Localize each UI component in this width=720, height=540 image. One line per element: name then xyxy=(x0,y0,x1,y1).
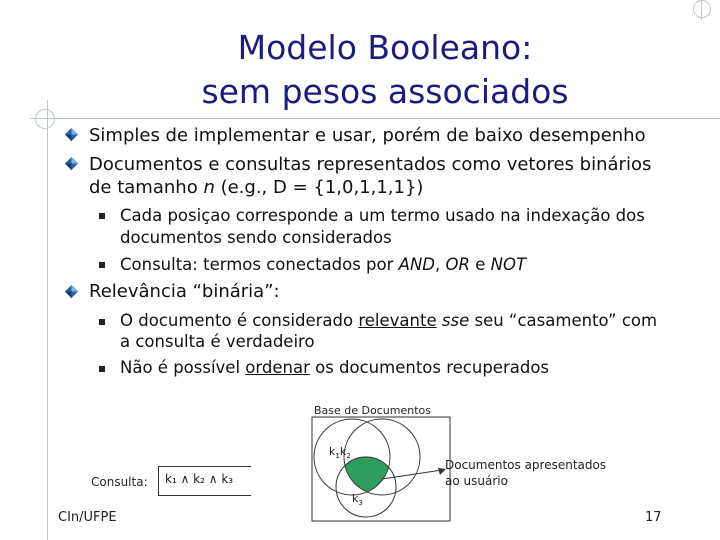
frame-vertical-line xyxy=(47,100,48,540)
sub-bullet-relevante xyxy=(120,310,657,331)
text-span: , xyxy=(435,255,446,274)
circle-k1 xyxy=(314,419,390,495)
text-span: de tamanho xyxy=(89,177,204,198)
bullet-documentos: Documentos e consultas representados como vetores binários xyxy=(89,154,652,175)
text-span: 3 xyxy=(358,499,363,508)
text-span: os documentos recuperados xyxy=(309,358,550,377)
diamond-bullet-icon xyxy=(64,156,79,171)
sub-bullet-ordenar xyxy=(120,357,549,378)
square-bullet-icon xyxy=(99,319,105,325)
text-span: relevante xyxy=(358,311,437,330)
text-span: n xyxy=(203,177,215,198)
square-bullet-icon xyxy=(99,366,105,372)
sub-bullet-consulta xyxy=(120,254,526,275)
text-span: seu “casamento” com xyxy=(469,311,658,330)
bullet-documentos-cont xyxy=(89,177,423,199)
square-bullet-icon xyxy=(99,262,105,268)
text-span: k xyxy=(352,492,359,505)
text-span: Consulta: termos conectados por xyxy=(120,255,399,274)
docs-apresentados-line2: ao usuário xyxy=(445,474,508,488)
text-span: ordenar xyxy=(245,358,310,377)
k1-k2-label xyxy=(329,445,351,460)
text-span: NOT xyxy=(490,255,527,274)
frame-top-right-circle xyxy=(693,0,711,18)
sub-bullet-posicao-cont: documentos sendo considerados xyxy=(120,228,392,247)
slide-title-line1: Modelo Booleano: xyxy=(237,28,533,67)
text-span: (e.g., D = {1,0,1,1,1}) xyxy=(214,177,424,198)
text-span: k xyxy=(329,445,336,458)
frame-corner-circle xyxy=(35,109,55,129)
sub-bullet-posicao: Cada posiçao corresponde a um termo usado na indexação dos xyxy=(120,206,645,225)
slide-title-line2: sem pesos associados xyxy=(201,72,569,111)
text-span: OR xyxy=(445,255,470,274)
frame-horizontal-line xyxy=(30,118,720,119)
square-bullet-icon xyxy=(99,213,105,219)
k3-label xyxy=(352,492,363,507)
text-span: 1 xyxy=(335,452,340,461)
consulta-expression: k₁ ∧ k₂ ∧ k₃ xyxy=(165,472,234,486)
bullet-simples: Simples de implementar e usar, porém de baixo desempenho xyxy=(89,125,646,146)
docs-apresentados-line1: Documentos apresentados xyxy=(445,458,607,472)
text-span: e xyxy=(469,255,491,274)
text-span: AND xyxy=(398,255,435,274)
text-span: Não é possível xyxy=(120,358,246,377)
consulta-label: Consulta: xyxy=(91,475,148,489)
sub-bullet-relevante-cont: a consulta é verdadeiro xyxy=(120,332,315,351)
diamond-bullet-icon xyxy=(64,127,79,142)
text-span: k xyxy=(339,445,347,458)
bullet-relevancia: Relevância “binária”: xyxy=(89,281,280,302)
base-documentos-label: Base de Documentos xyxy=(314,404,431,417)
arrow-icon xyxy=(380,465,450,485)
text-span: O documento é considerado xyxy=(120,311,359,330)
text-span: 2 xyxy=(346,452,351,461)
text-span: sse xyxy=(441,311,470,330)
diamond-bullet-icon xyxy=(64,284,79,299)
page-number: 17 xyxy=(645,510,662,525)
footer-cin-ufpe: CIn/UFPE xyxy=(58,510,117,525)
